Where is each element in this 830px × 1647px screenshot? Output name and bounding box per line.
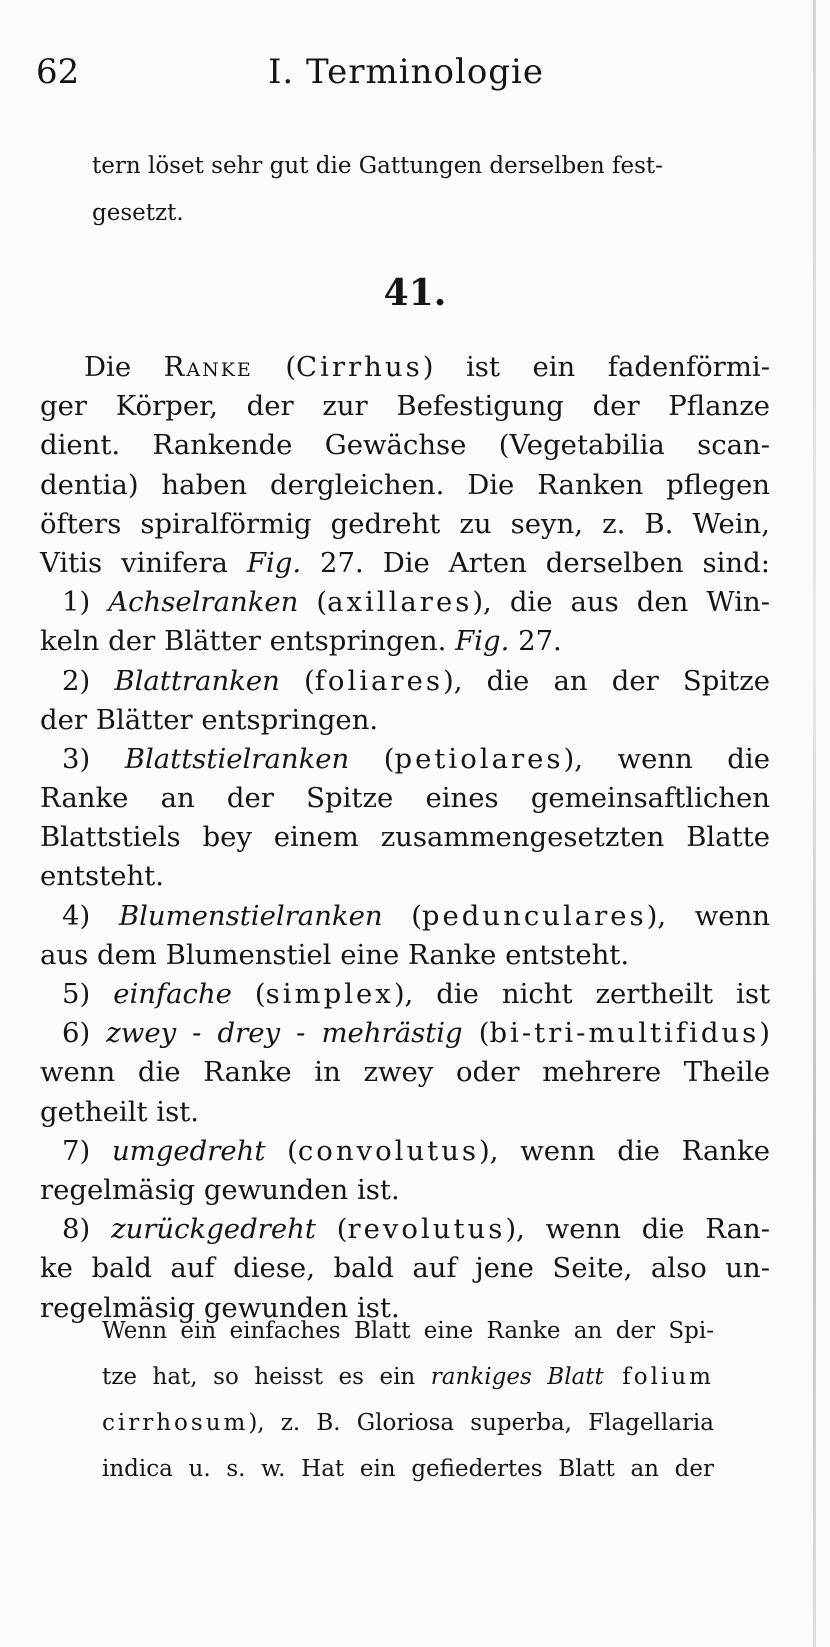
list-item-line: der Blätter entspringen. <box>40 703 379 736</box>
intro-line-1: tern löset sehr gut die Gattungen derselben fest- <box>92 153 663 179</box>
note-line: Wenn ein einfaches Blatt eine Ranke an der Spi- <box>102 1318 714 1344</box>
list-item-line: 3) Blattstielranken (petiolares), wenn die <box>62 742 770 775</box>
running-title: I. Terminologie <box>268 52 545 92</box>
list-item-line: 1) Achselranken (axillares), die aus den Win- <box>62 586 770 619</box>
list-item-line: 5) einfache (simplex), die nicht zertheilt ist <box>62 978 770 1010</box>
list-item-line: 2) Blattranken (foliares), die an der Spitze <box>62 664 770 697</box>
main-text <box>40 348 770 1328</box>
para-line: öfters spiralförmig gedreht zu seyn, z. B. Wein, <box>40 507 770 540</box>
para-line: Die Ranke (Cirrhus) ist ein fadenförmi- <box>84 351 770 383</box>
list-item-line: 4) Blumenstielranken (pedunculares), wenn <box>62 899 770 932</box>
list-item-line: regelmäsig gewunden ist. <box>40 1173 400 1206</box>
list-item-line: wenn die Ranke in zwey oder mehrere Theile <box>40 1056 770 1089</box>
section-number: 41. <box>383 272 447 314</box>
list-item-line: regelmäsig gewunden ist. <box>40 1291 400 1324</box>
list-item-line: entsteht. <box>40 860 164 893</box>
list-item-line: getheilt ist. <box>40 1095 199 1128</box>
note-line: tze hat, so heisst es ein rankiges Blatt folium <box>102 1364 714 1390</box>
list-item-line: Blattstiels bey einem zusammengesetzten Blatte <box>40 821 770 854</box>
list-item-line: ke bald auf diese, bald auf jene Seite, also un- <box>40 1252 770 1285</box>
list-item-line: Ranke an der Spitze eines gemeinsaftlichen <box>40 782 770 815</box>
list-item-line: 8) zurückgedreht (revolutus), wenn die Ran- <box>62 1213 770 1246</box>
list-item-line: 6) zwey - drey - mehrästig (bi-tri-multifidus) <box>62 1017 770 1050</box>
page-number: 62 <box>36 52 80 92</box>
intro-text <box>92 143 752 237</box>
para-line: ger Körper, der zur Befestigung der Pflanze <box>40 390 770 423</box>
para-line: dient. Rankende Gewächse (Vegetabilia scan- <box>40 429 770 462</box>
page-edge-shadow <box>813 0 816 1647</box>
note-line: indica u. s. w. Hat ein gefiedertes Blatt an der <box>102 1456 714 1482</box>
intro-line-2: gesetzt. <box>92 200 184 226</box>
note-line: cirrhosum), z. B. Gloriosa superba, Flagellaria <box>102 1410 714 1436</box>
list-item-line: aus dem Blumenstiel eine Ranke entsteht. <box>40 938 630 971</box>
page-header <box>36 52 790 102</box>
para-line: Vitis vinifera Fig. 27. Die Arten derselben sind: <box>40 546 770 579</box>
list-item-line: 7) umgedreht (convolutus), wenn die Ranke <box>62 1134 770 1167</box>
para-line: dentia) haben dergleichen. Die Ranken pflegen <box>40 468 770 501</box>
list-item-line: keln der Blätter entspringen. Fig. 27. <box>40 625 562 658</box>
footnote-text <box>102 1308 714 1492</box>
